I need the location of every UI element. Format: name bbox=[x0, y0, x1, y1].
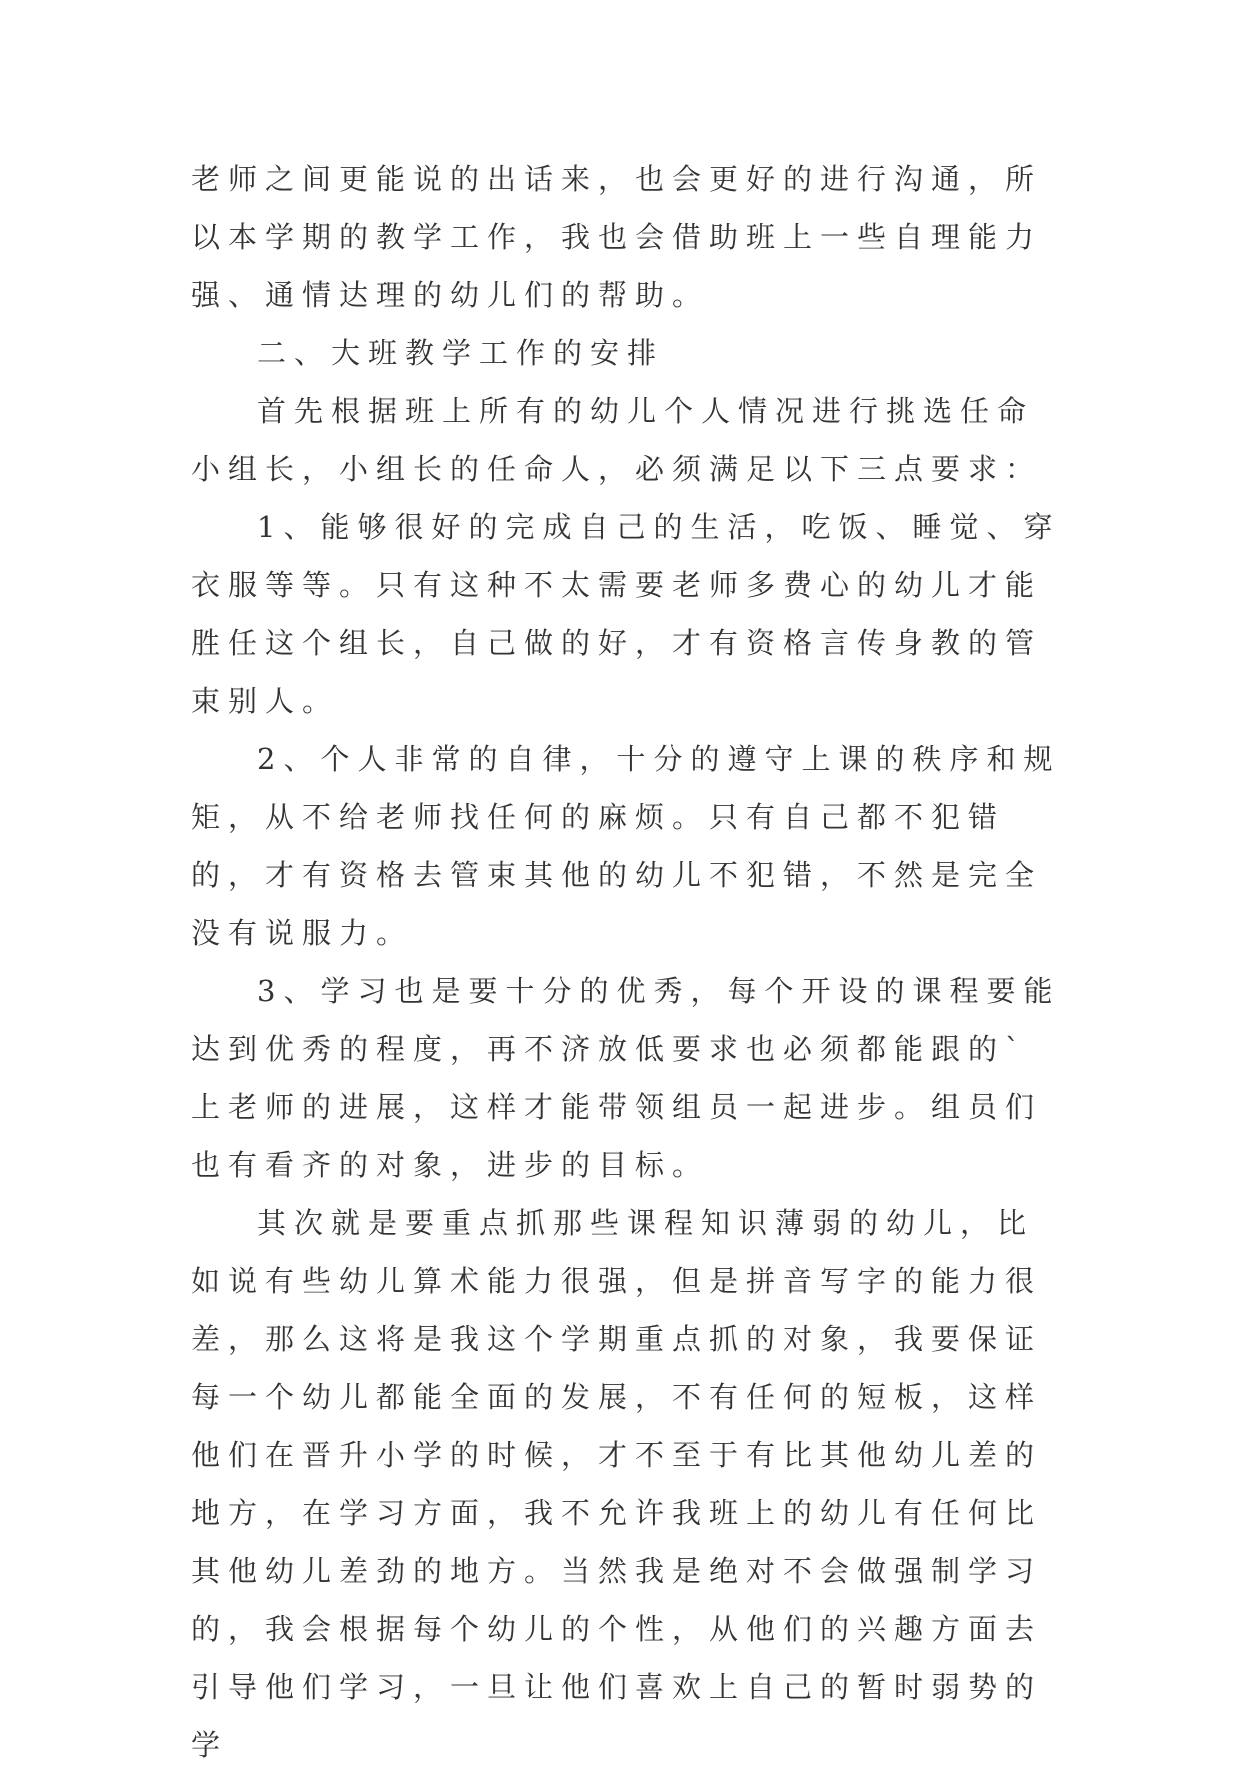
requirement-1: 1、能够很好的完成自己的生活，吃饭、睡觉、穿衣服等等。只有这种不太需要老师多费心的幼儿才能胜任这个组长，自己做的好，才有资格言传身教的管束别人。 bbox=[191, 510, 1061, 718]
document-body bbox=[191, 150, 1061, 1774]
paragraph-1: 老师之间更能说的出话来，也会更好的进行沟通，所以本学期的教学工作，我也会借助班上一些自理能力强、通情达理的幼儿们的帮助。 bbox=[191, 162, 1043, 312]
requirement-3: 3、学习也是要十分的优秀，每个开设的课程要能达到优秀的程度，再不济放低要求也必须都能跟的`上老师的进展，这样才能带领组员一起进步。组员们也有看齐的对象，进步的目标。 bbox=[191, 974, 1061, 1182]
paragraph-3: 其次就是要重点抓那些课程知识薄弱的幼儿，比如说有些幼儿算术能力很强，但是拼音写字的能力很差，那么这将是我这个学期重点抓的对象，我要保证每一个幼儿都能全面的发展，不有任何的短板，这样他们在晋升小学的时候，才不至于有比其他幼儿差的地方，在学习方面，我不允许我班上的幼儿有任何比其他幼儿差劲的地方。当然我是绝对不会做强制学习的，我会根据每个幼儿的个性，从他们的兴趣方面去引导他们学习，一旦让他们喜欢上自己的暂时弱势的学 bbox=[191, 1206, 1043, 1762]
paragraph-2: 首先根据班上所有的幼儿个人情况进行挑选任命小组长，小组长的任命人，必须满足以下三点要求： bbox=[191, 394, 1043, 486]
section-heading: 二、大班教学工作的安排 bbox=[257, 336, 665, 370]
requirement-2: 2、个人非常的自律，十分的遵守上课的秩序和规矩，从不给老师找任何的麻烦。只有自己都不犯错的，才有资格去管束其他的幼儿不犯错，不然是完全没有说服力。 bbox=[191, 742, 1061, 950]
